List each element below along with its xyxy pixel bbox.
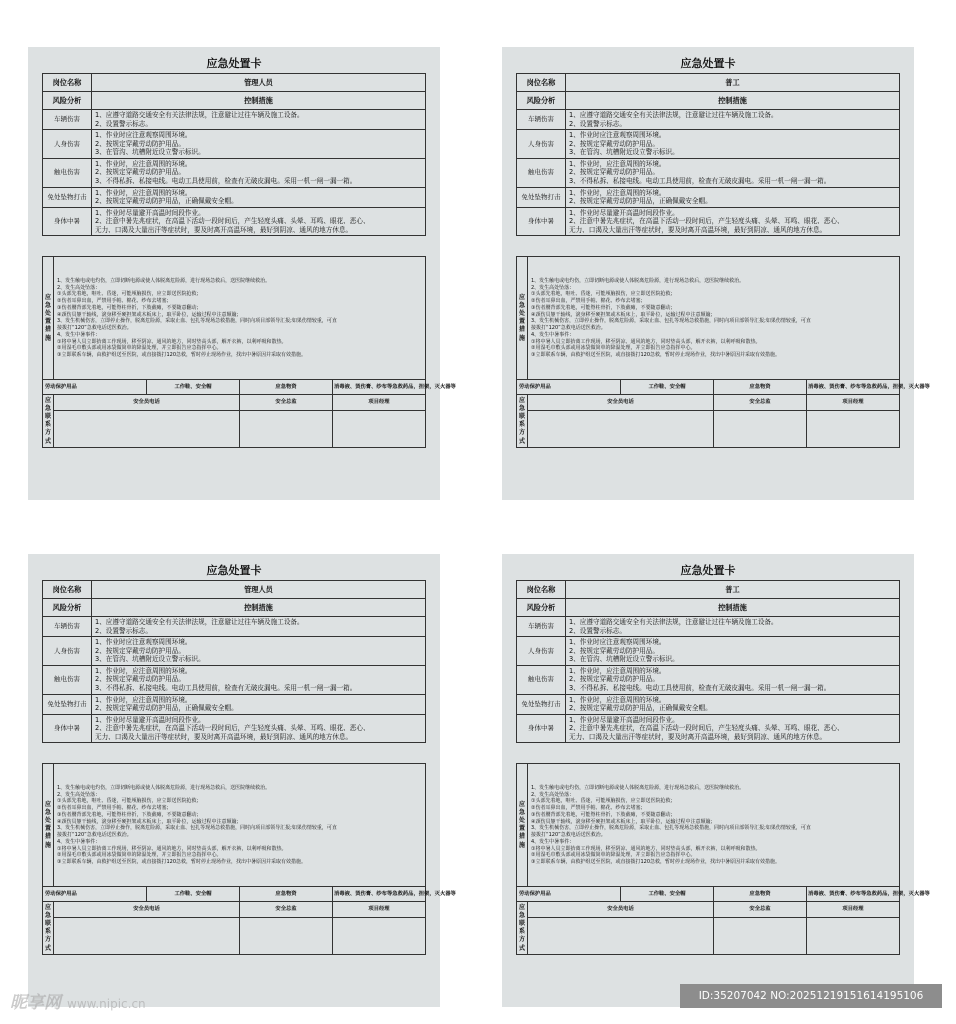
control-label: 控制措施 <box>566 599 900 617</box>
hazard-name: 人身伤害 <box>517 637 566 666</box>
ppe-item: 应急物资 <box>714 887 807 902</box>
measure-line: 2、设置警示标志。 <box>569 626 626 635</box>
hazard-measures <box>566 714 900 743</box>
procedure-line: 接拨打“120”急救电话送医救治。 <box>57 832 132 839</box>
risk-table <box>42 580 426 743</box>
measure-line: 2、设置警示标志。 <box>569 119 626 128</box>
measure-line: 无力、口渴及大量出汗等症状时，要及时离开高温环境，最好到阴凉、通风的地方休息。 <box>95 732 353 741</box>
measure-line: 2、按规定穿戴劳动防护用品。 <box>569 139 659 148</box>
procedure-line: 3、发生机械伤害，立即停止操作，脱离危险源，采取止血、包扎等现场急救措施，同时向项目部领导汇报;如果伤情较重，可直 <box>531 318 811 325</box>
procedure-line: 1、发生触电或电灼伤，立即切断电源或使人体脱离危险源，进行现场急救后，送医院继续救治。 <box>57 784 271 791</box>
measure-line: 2、设置警示标志。 <box>95 119 152 128</box>
contact-label-char: 应 <box>518 904 525 912</box>
post-value: 管理人员 <box>92 74 426 92</box>
procedure-label-char: 施 <box>518 841 525 849</box>
risk-table <box>516 580 900 743</box>
ppe-label: 劳动保护用品 <box>517 887 621 902</box>
contact-cell <box>807 918 900 955</box>
measure-line: 1、应遵守道路交通安全有关法律法规，注意避让过往车辆及施工设备。 <box>569 111 778 119</box>
measure-line: 3、在管沟、坑槽附近设立警示标识。 <box>569 655 679 664</box>
procedure-line: ③立即联系车辆，由救护组送至医院，或直接拨打120急救，暂时停止现场作业，找出中暑原因并采取有效措施。 <box>57 352 307 359</box>
ppe-item: 消毒液、烫伤膏、纱布等急救药品，担架，灭火器等 <box>807 380 900 395</box>
card-title: 应急处置卡 <box>206 57 262 70</box>
procedure-label-char: 施 <box>518 334 525 342</box>
contact-cell <box>333 411 426 448</box>
ppe-label: 劳动保护用品 <box>43 380 147 395</box>
hazard-name: 免处坠物打击 <box>43 187 92 207</box>
measure-line: 1、应遵守道路交通安全有关法律法规，注意避让过往车辆及施工设备。 <box>95 111 304 119</box>
procedure-line: ③伤者腰背部先着地，可能脊柱骨折，下肢截瘫，不要随意翻动； <box>531 811 676 818</box>
measure-line: 1、作业时，应注意周围的环境。 <box>569 188 666 197</box>
procedure-label-char: 应 <box>518 294 525 302</box>
measure-line: 1、作业时，应注意周围的环境。 <box>569 159 666 168</box>
procedure-line: ③立即联系车辆，由救护组送至医院，或直接拨打120急救，暂时停止现场作业，找出中暑原因并采取有效措施。 <box>531 352 781 359</box>
procedure-line: ③立即联系车辆，由救护组送至医院，或直接拨打120急救，暂时停止现场作业，找出中暑原因并采取有效措施。 <box>57 859 307 866</box>
hazard-name: 身体中暑 <box>43 714 92 743</box>
procedure-line: 接拨打“120”急救电话送医救治。 <box>531 325 606 332</box>
procedure-label-char: 处 <box>44 310 51 318</box>
procedure-line: ③伤者腰背部先着地，可能脊柱骨折，下肢截瘫，不要随意翻动； <box>57 811 202 818</box>
contact-header: 安全员电话 <box>528 395 714 411</box>
procedure-table <box>42 256 456 448</box>
hazard-name: 车辆伤害 <box>43 110 92 130</box>
contact-label <box>517 395 528 448</box>
measure-line: 1、作业时，应注意周围的环境。 <box>95 188 192 197</box>
procedure-line: ①将中暑人员立即抬离工作现场，移至阴凉、通风的地方，同时垫高头部，解开衣裤，以利呼吸和散热。 <box>531 845 761 852</box>
procedure-line: 3、发生机械伤害，立即停止操作，脱离危险源，采取止血、包扎等现场急救措施，同时向项目部领导汇报;如果伤情较重，可直 <box>531 825 811 832</box>
procedure-label-char: 置 <box>44 318 51 326</box>
contact-cell <box>714 918 807 955</box>
contact-header: 项目经理 <box>333 395 426 411</box>
hazard-name: 触电伤害 <box>43 158 92 187</box>
procedure-label-char: 处 <box>518 817 525 825</box>
measure-line: 3、不得私拆、私接电线。电动工具使用前，检查有无破皮漏电。采用一机一闸一漏一箱。 <box>569 176 831 185</box>
measure-line: 1、作业时应注意观察周围环境。 <box>95 131 192 140</box>
measure-line: 1、应遵守道路交通安全有关法律法规，注意避让过往车辆及施工设备。 <box>569 618 778 626</box>
emergency-card-2 <box>502 47 930 500</box>
hazard-measures <box>566 158 900 187</box>
contact-header: 安全总监 <box>714 902 807 918</box>
procedure-line: ③伤者腰背部先着地，可能脊柱骨折，下肢截瘫，不要随意翻动； <box>57 304 202 311</box>
procedure-line: ④颈伤员躯干轴线，滚身移至硬担架或木板床上，取平卧位，运输过程中注意颠簸； <box>531 311 716 318</box>
procedure-line: ②用湿毛巾敷头部或用冰袋做简单的降温处理，并立即报告应急指挥中心。 <box>57 345 222 352</box>
hazard-name: 免处坠物打击 <box>517 694 566 714</box>
hazard-measures <box>92 158 426 187</box>
ppe-item: 应急物资 <box>714 380 807 395</box>
ppe-item: 工作鞋、安全帽 <box>621 887 714 902</box>
procedure-line: ①头部先着地，呕吐、昏迷，可能颅脑损伤，应立即送医院抢救； <box>531 291 676 298</box>
contact-cell <box>54 918 240 955</box>
procedure-label-char: 置 <box>44 825 51 833</box>
procedure-line: 4、发生中暑事件： <box>57 838 101 845</box>
procedure-line: 2、发生高处坠落： <box>57 284 101 291</box>
hazard-measures <box>566 110 900 130</box>
measure-line: 1、作业时尽量避开高温时间段作业。 <box>95 715 205 724</box>
procedure-line: ③立即联系车辆，由救护组送至医院，或直接拨打120急救，暂时停止现场作业，找出中暑原因并采取有效措施。 <box>531 859 781 866</box>
ppe-label: 劳动保护用品 <box>43 887 147 902</box>
hazard-name: 车辆伤害 <box>43 617 92 637</box>
measure-line: 2、按规定穿戴劳动防护用品。 <box>95 675 185 684</box>
contact-label-char: 系 <box>44 928 51 936</box>
procedure-label-char: 急 <box>518 302 525 310</box>
post-value: 普工 <box>566 74 900 92</box>
contact-header: 项目经理 <box>807 395 900 411</box>
procedure-text <box>54 764 426 887</box>
hazard-measures <box>566 187 900 207</box>
contact-label-char: 方 <box>518 936 525 944</box>
contact-cell <box>807 411 900 448</box>
hazard-name: 身体中暑 <box>517 714 566 743</box>
procedure-line: ③伤者腰背部先着地，可能脊柱骨折，下肢截瘫，不要随意翻动； <box>531 304 676 311</box>
contact-label-char: 联 <box>518 920 525 928</box>
hazard-measures <box>566 694 900 714</box>
contact-label-char: 急 <box>44 405 51 413</box>
procedure-line: ②伤者耳鼻出血，严禁用手帕、棉花、纱布去堵塞； <box>531 805 646 812</box>
procedure-line: 2、发生高处坠落： <box>531 791 575 798</box>
hazard-name: 人身伤害 <box>43 637 92 666</box>
hazard-name: 身体中暑 <box>43 207 92 236</box>
measure-line: 3、在管沟、坑槽附近设立警示标识。 <box>95 655 205 664</box>
procedure-label-char: 急 <box>44 809 51 817</box>
contact-label <box>517 902 528 955</box>
contact-label-char: 联 <box>44 920 51 928</box>
contact-label-char: 式 <box>518 944 525 952</box>
procedure-line: 1、发生触电或电灼伤，立即切断电源或使人体脱离危险源，进行现场急救后，送医院继续救治。 <box>531 277 745 284</box>
procedure-label-char: 措 <box>518 326 525 334</box>
measure-line: 1、应遵守道路交通安全有关法律法规，注意避让过往车辆及施工设备。 <box>95 618 304 626</box>
card-title: 应急处置卡 <box>206 564 262 577</box>
contact-label-char: 系 <box>518 928 525 936</box>
measure-line: 1、作业时应注意观察周围环境。 <box>95 638 192 647</box>
image-id-bar: ID:35207042 NO:20251219151614195106 <box>680 984 942 1008</box>
hazard-measures <box>566 617 900 637</box>
procedure-table <box>516 256 930 448</box>
measure-line: 2、注意中暑先兆症状，在高温下活动一段时间后，产生轻度头痛、头晕、耳鸣、眼花、恶心、 <box>569 217 844 226</box>
hazard-measures <box>566 130 900 159</box>
procedure-line: 接拨打“120”急救电话送医救治。 <box>531 832 606 839</box>
measure-line: 2、按规定穿戴劳动防护用品，正确佩戴安全帽。 <box>95 704 238 713</box>
procedure-line: 3、发生机械伤害，立即停止操作，脱离危险源，采取止血、包扎等现场急救措施，同时向项目部领导汇报;如果伤情较重，可直 <box>57 318 337 325</box>
procedure-label-char: 施 <box>44 334 51 342</box>
measure-line: 无力、口渴及大量出汗等症状时，要及时离开高温环境，最好到阴凉、通风的地方休息。 <box>569 225 827 234</box>
contact-label-char: 式 <box>44 437 51 445</box>
measure-line: 2、按规定穿戴劳动防护用品。 <box>95 168 185 177</box>
emergency-card-3 <box>28 554 456 1007</box>
procedure-label <box>43 257 54 380</box>
measure-line: 1、作业时，应注意周围的环境。 <box>569 695 666 704</box>
procedure-line: 接拨打“120”急救电话送医救治。 <box>57 325 132 332</box>
hazard-name: 免处坠物打击 <box>517 187 566 207</box>
measure-line: 1、作业时应注意观察周围环境。 <box>569 638 666 647</box>
procedure-line: ④颈伤员躯干轴线，滚身移至硬担架或木板床上，取平卧位，运输过程中注意颠簸； <box>57 311 242 318</box>
control-label: 控制措施 <box>92 92 426 110</box>
ppe-item: 消毒液、烫伤膏、纱布等急救药品，担架，灭火器等 <box>333 380 426 395</box>
contact-header: 安全员电话 <box>54 902 240 918</box>
control-label: 控制措施 <box>566 92 900 110</box>
contact-header: 项目经理 <box>807 902 900 918</box>
hazard-name: 车辆伤害 <box>517 617 566 637</box>
contact-header: 项目经理 <box>333 902 426 918</box>
procedure-label-char: 应 <box>518 801 525 809</box>
card-title: 应急处置卡 <box>680 57 736 70</box>
measure-line: 2、按规定穿戴劳动防护用品。 <box>569 168 659 177</box>
hazard-measures <box>92 617 426 637</box>
procedure-line: ②用湿毛巾敷头部或用冰袋做简单的降温处理，并立即报告应急指挥中心。 <box>531 852 696 859</box>
procedure-line: ②用湿毛巾敷头部或用冰袋做简单的降温处理，并立即报告应急指挥中心。 <box>531 345 696 352</box>
hazard-name: 人身伤害 <box>517 130 566 159</box>
measure-line: 2、按规定穿戴劳动防护用品。 <box>569 675 659 684</box>
ppe-item: 应急物资 <box>240 887 333 902</box>
procedure-label-char: 处 <box>44 817 51 825</box>
contact-label-char: 方 <box>44 429 51 437</box>
measure-line: 2、按规定穿戴劳动防护用品。 <box>569 646 659 655</box>
ppe-item: 工作鞋、安全帽 <box>147 887 240 902</box>
procedure-line: ②用湿毛巾敷头部或用冰袋做简单的降温处理，并立即报告应急指挥中心。 <box>57 852 222 859</box>
watermark-url: www.nipic.cn <box>67 997 146 1011</box>
measure-line: 2、按规定穿戴劳动防护用品。 <box>95 646 185 655</box>
hazard-measures <box>566 637 900 666</box>
ppe-item: 应急物资 <box>240 380 333 395</box>
contact-header: 安全总监 <box>714 395 807 411</box>
procedure-line: ④颈伤员躯干轴线，滚身移至硬担架或木板床上，取平卧位，运输过程中注意颠簸； <box>531 818 716 825</box>
procedure-line: ②伤者耳鼻出血，严禁用手帕、棉花、纱布去堵塞； <box>57 805 172 812</box>
measure-line: 2、注意中暑先兆症状，在高温下活动一段时间后，产生轻度头痛、头晕、耳鸣、眼花、恶心、 <box>95 724 370 733</box>
hazard-measures <box>566 207 900 236</box>
procedure-text <box>528 764 900 887</box>
contact-label-char: 应 <box>44 397 51 405</box>
hazard-name: 人身伤害 <box>43 130 92 159</box>
hazard-measures <box>92 665 426 694</box>
measure-line: 2、设置警示标志。 <box>95 626 152 635</box>
contact-label-char: 急 <box>518 912 525 920</box>
risk-label: 风险分析 <box>43 92 92 110</box>
ppe-item: 消毒液、烫伤膏、纱布等急救药品，担架，灭火器等 <box>807 887 900 902</box>
contact-label-char: 式 <box>44 944 51 952</box>
procedure-text <box>54 257 426 380</box>
hazard-measures <box>92 207 426 236</box>
contact-header: 安全员电话 <box>528 902 714 918</box>
procedure-text <box>528 257 900 380</box>
contact-cell <box>528 918 714 955</box>
procedure-line: ②伤者耳鼻出血，严禁用手帕、棉花、纱布去堵塞； <box>57 298 172 305</box>
risk-label: 风险分析 <box>517 92 566 110</box>
hazard-measures <box>92 110 426 130</box>
control-label: 控制措施 <box>92 599 426 617</box>
procedure-line: ①将中暑人员立即抬离工作现场，移至阴凉、通风的地方，同时垫高头部，解开衣裤，以利呼吸和散热。 <box>57 845 287 852</box>
hazard-name: 触电伤害 <box>517 665 566 694</box>
measure-line: 1、作业时尽量避开高温时间段作业。 <box>569 208 679 217</box>
measure-line: 3、不得私拆、私接电线。电动工具使用前，检查有无破皮漏电。采用一机一闸一漏一箱。 <box>95 176 357 185</box>
procedure-label-char: 措 <box>44 833 51 841</box>
measure-line: 1、作业时尽量避开高温时间段作业。 <box>95 208 205 217</box>
contact-header: 安全总监 <box>240 395 333 411</box>
contact-cell <box>240 411 333 448</box>
measure-line: 3、不得私拆、私接电线。电动工具使用前，检查有无破皮漏电。采用一机一闸一漏一箱。 <box>95 683 357 692</box>
hazard-measures <box>92 187 426 207</box>
hazard-name: 触电伤害 <box>43 665 92 694</box>
contact-label-char: 式 <box>518 437 525 445</box>
measure-line: 1、作业时，应注意周围的环境。 <box>95 159 192 168</box>
procedure-line: ④颈伤员躯干轴线，滚身移至硬担架或木板床上，取平卧位，运输过程中注意颠簸； <box>57 818 242 825</box>
procedure-line: ①将中暑人员立即抬离工作现场，移至阴凉、通风的地方，同时垫高头部，解开衣裤，以利呼吸和散热。 <box>531 338 761 345</box>
measure-line: 无力、口渴及大量出汗等症状时，要及时离开高温环境，最好到阴凉、通风的地方休息。 <box>569 732 827 741</box>
contact-label <box>43 395 54 448</box>
contact-label-char: 应 <box>44 904 51 912</box>
contact-cell <box>240 918 333 955</box>
contact-label-char: 急 <box>518 405 525 413</box>
procedure-line: 2、发生高处坠落： <box>57 791 101 798</box>
measure-line: 3、在管沟、坑槽附近设立警示标识。 <box>95 148 205 157</box>
contact-cell <box>54 411 240 448</box>
hazard-name: 车辆伤害 <box>517 110 566 130</box>
procedure-label-char: 置 <box>518 318 525 326</box>
hazard-measures <box>92 130 426 159</box>
emergency-card-1 <box>28 47 456 500</box>
hazard-name: 身体中暑 <box>517 207 566 236</box>
procedure-line: ①头部先着地，呕吐、昏迷，可能颅脑损伤，应立即送医院抢救； <box>57 291 202 298</box>
measure-line: 1、作业时尽量避开高温时间段作业。 <box>569 715 679 724</box>
procedure-line: ①头部先着地，呕吐、昏迷，可能颅脑损伤，应立即送医院抢救； <box>57 798 202 805</box>
contact-cell <box>333 918 426 955</box>
post-label: 岗位名称 <box>43 581 92 599</box>
watermark-brand: 昵享网 <box>10 993 61 1013</box>
procedure-line: 4、发生中暑事件： <box>531 331 575 338</box>
risk-table <box>516 73 900 236</box>
procedure-label-char: 应 <box>44 294 51 302</box>
procedure-label <box>43 764 54 887</box>
procedure-line: 3、发生机械伤害，立即停止操作，脱离危险源，采取止血、包扎等现场急救措施，同时向项目部领导汇报;如果伤情较重，可直 <box>57 825 337 832</box>
contact-cell <box>714 411 807 448</box>
ppe-item: 工作鞋、安全帽 <box>621 380 714 395</box>
procedure-table <box>516 763 930 955</box>
hazard-measures <box>92 694 426 714</box>
measure-line: 3、不得私拆、私接电线。电动工具使用前，检查有无破皮漏电。采用一机一闸一漏一箱。 <box>569 683 831 692</box>
procedure-label-char: 处 <box>518 310 525 318</box>
contact-label-char: 方 <box>44 936 51 944</box>
contact-label-char: 联 <box>44 413 51 421</box>
measure-line: 2、按规定穿戴劳动防护用品，正确佩戴安全帽。 <box>569 704 712 713</box>
post-label: 岗位名称 <box>517 74 566 92</box>
contact-label-char: 急 <box>44 912 51 920</box>
contact-header: 安全总监 <box>240 902 333 918</box>
procedure-label <box>517 257 528 380</box>
contact-cell <box>528 411 714 448</box>
contact-label-char: 联 <box>518 413 525 421</box>
procedure-label-char: 措 <box>44 326 51 334</box>
procedure-line: ①头部先着地，呕吐、昏迷，可能颅脑损伤，应立即送医院抢救； <box>531 798 676 805</box>
measure-line: 无力、口渴及大量出汗等症状时，要及时离开高温环境，最好到阴凉、通风的地方休息。 <box>95 225 353 234</box>
procedure-line: ①将中暑人员立即抬离工作现场，移至阴凉、通风的地方，同时垫高头部，解开衣裤，以利呼吸和散热。 <box>57 338 287 345</box>
risk-label: 风险分析 <box>43 599 92 617</box>
contact-label <box>43 902 54 955</box>
site-watermark <box>10 988 146 1013</box>
risk-table <box>42 73 426 236</box>
procedure-line: 4、发生中暑事件： <box>57 331 101 338</box>
procedure-label-char: 置 <box>518 825 525 833</box>
contact-label-char: 方 <box>518 429 525 437</box>
measure-line: 1、作业时，应注意周围的环境。 <box>569 666 666 675</box>
procedure-label-char: 急 <box>44 302 51 310</box>
hazard-measures <box>92 637 426 666</box>
risk-label: 风险分析 <box>517 599 566 617</box>
post-label: 岗位名称 <box>43 74 92 92</box>
procedure-line: ②伤者耳鼻出血，严禁用手帕、棉花、纱布去堵塞； <box>531 298 646 305</box>
procedure-label-char: 急 <box>518 809 525 817</box>
procedure-label-char: 施 <box>44 841 51 849</box>
post-value: 管理人员 <box>92 581 426 599</box>
card-title: 应急处置卡 <box>680 564 736 577</box>
hazard-measures <box>92 714 426 743</box>
procedure-label-char: 应 <box>44 801 51 809</box>
measure-line: 2、按规定穿戴劳动防护用品，正确佩戴安全帽。 <box>569 197 712 206</box>
contact-label-char: 系 <box>518 421 525 429</box>
procedure-line: 1、发生触电或电灼伤，立即切断电源或使人体脱离危险源，进行现场急救后，送医院继续救治。 <box>531 784 745 791</box>
contact-header: 安全员电话 <box>54 395 240 411</box>
measure-line: 3、在管沟、坑槽附近设立警示标识。 <box>569 148 679 157</box>
measure-line: 1、作业时，应注意周围的环境。 <box>95 695 192 704</box>
measure-line: 2、注意中暑先兆症状，在高温下活动一段时间后，产生轻度头痛、头晕、耳鸣、眼花、恶心、 <box>95 217 370 226</box>
emergency-card-4 <box>502 554 930 1007</box>
ppe-item: 工作鞋、安全帽 <box>147 380 240 395</box>
contact-label-char: 系 <box>44 421 51 429</box>
measure-line: 2、按规定穿戴劳动防护用品，正确佩戴安全帽。 <box>95 197 238 206</box>
post-value: 普工 <box>566 581 900 599</box>
measure-line: 1、作业时，应注意周围的环境。 <box>95 666 192 675</box>
procedure-line: 4、发生中暑事件： <box>531 838 575 845</box>
procedure-line: 1、发生触电或电灼伤，立即切断电源或使人体脱离危险源，进行现场急救后，送医院继续救治。 <box>57 277 271 284</box>
hazard-measures <box>566 665 900 694</box>
measure-line: 2、注意中暑先兆症状，在高温下活动一段时间后，产生轻度头痛、头晕、耳鸣、眼花、恶心、 <box>569 724 844 733</box>
hazard-name: 触电伤害 <box>517 158 566 187</box>
post-label: 岗位名称 <box>517 581 566 599</box>
procedure-label <box>517 764 528 887</box>
hazard-name: 免处坠物打击 <box>43 694 92 714</box>
measure-line: 1、作业时应注意观察周围环境。 <box>569 131 666 140</box>
procedure-table <box>42 763 456 955</box>
procedure-label-char: 措 <box>518 833 525 841</box>
ppe-item: 消毒液、烫伤膏、纱布等急救药品，担架，灭火器等 <box>333 887 426 902</box>
procedure-line: 2、发生高处坠落： <box>531 284 575 291</box>
contact-label-char: 应 <box>518 397 525 405</box>
ppe-label: 劳动保护用品 <box>517 380 621 395</box>
measure-line: 2、按规定穿戴劳动防护用品。 <box>95 139 185 148</box>
